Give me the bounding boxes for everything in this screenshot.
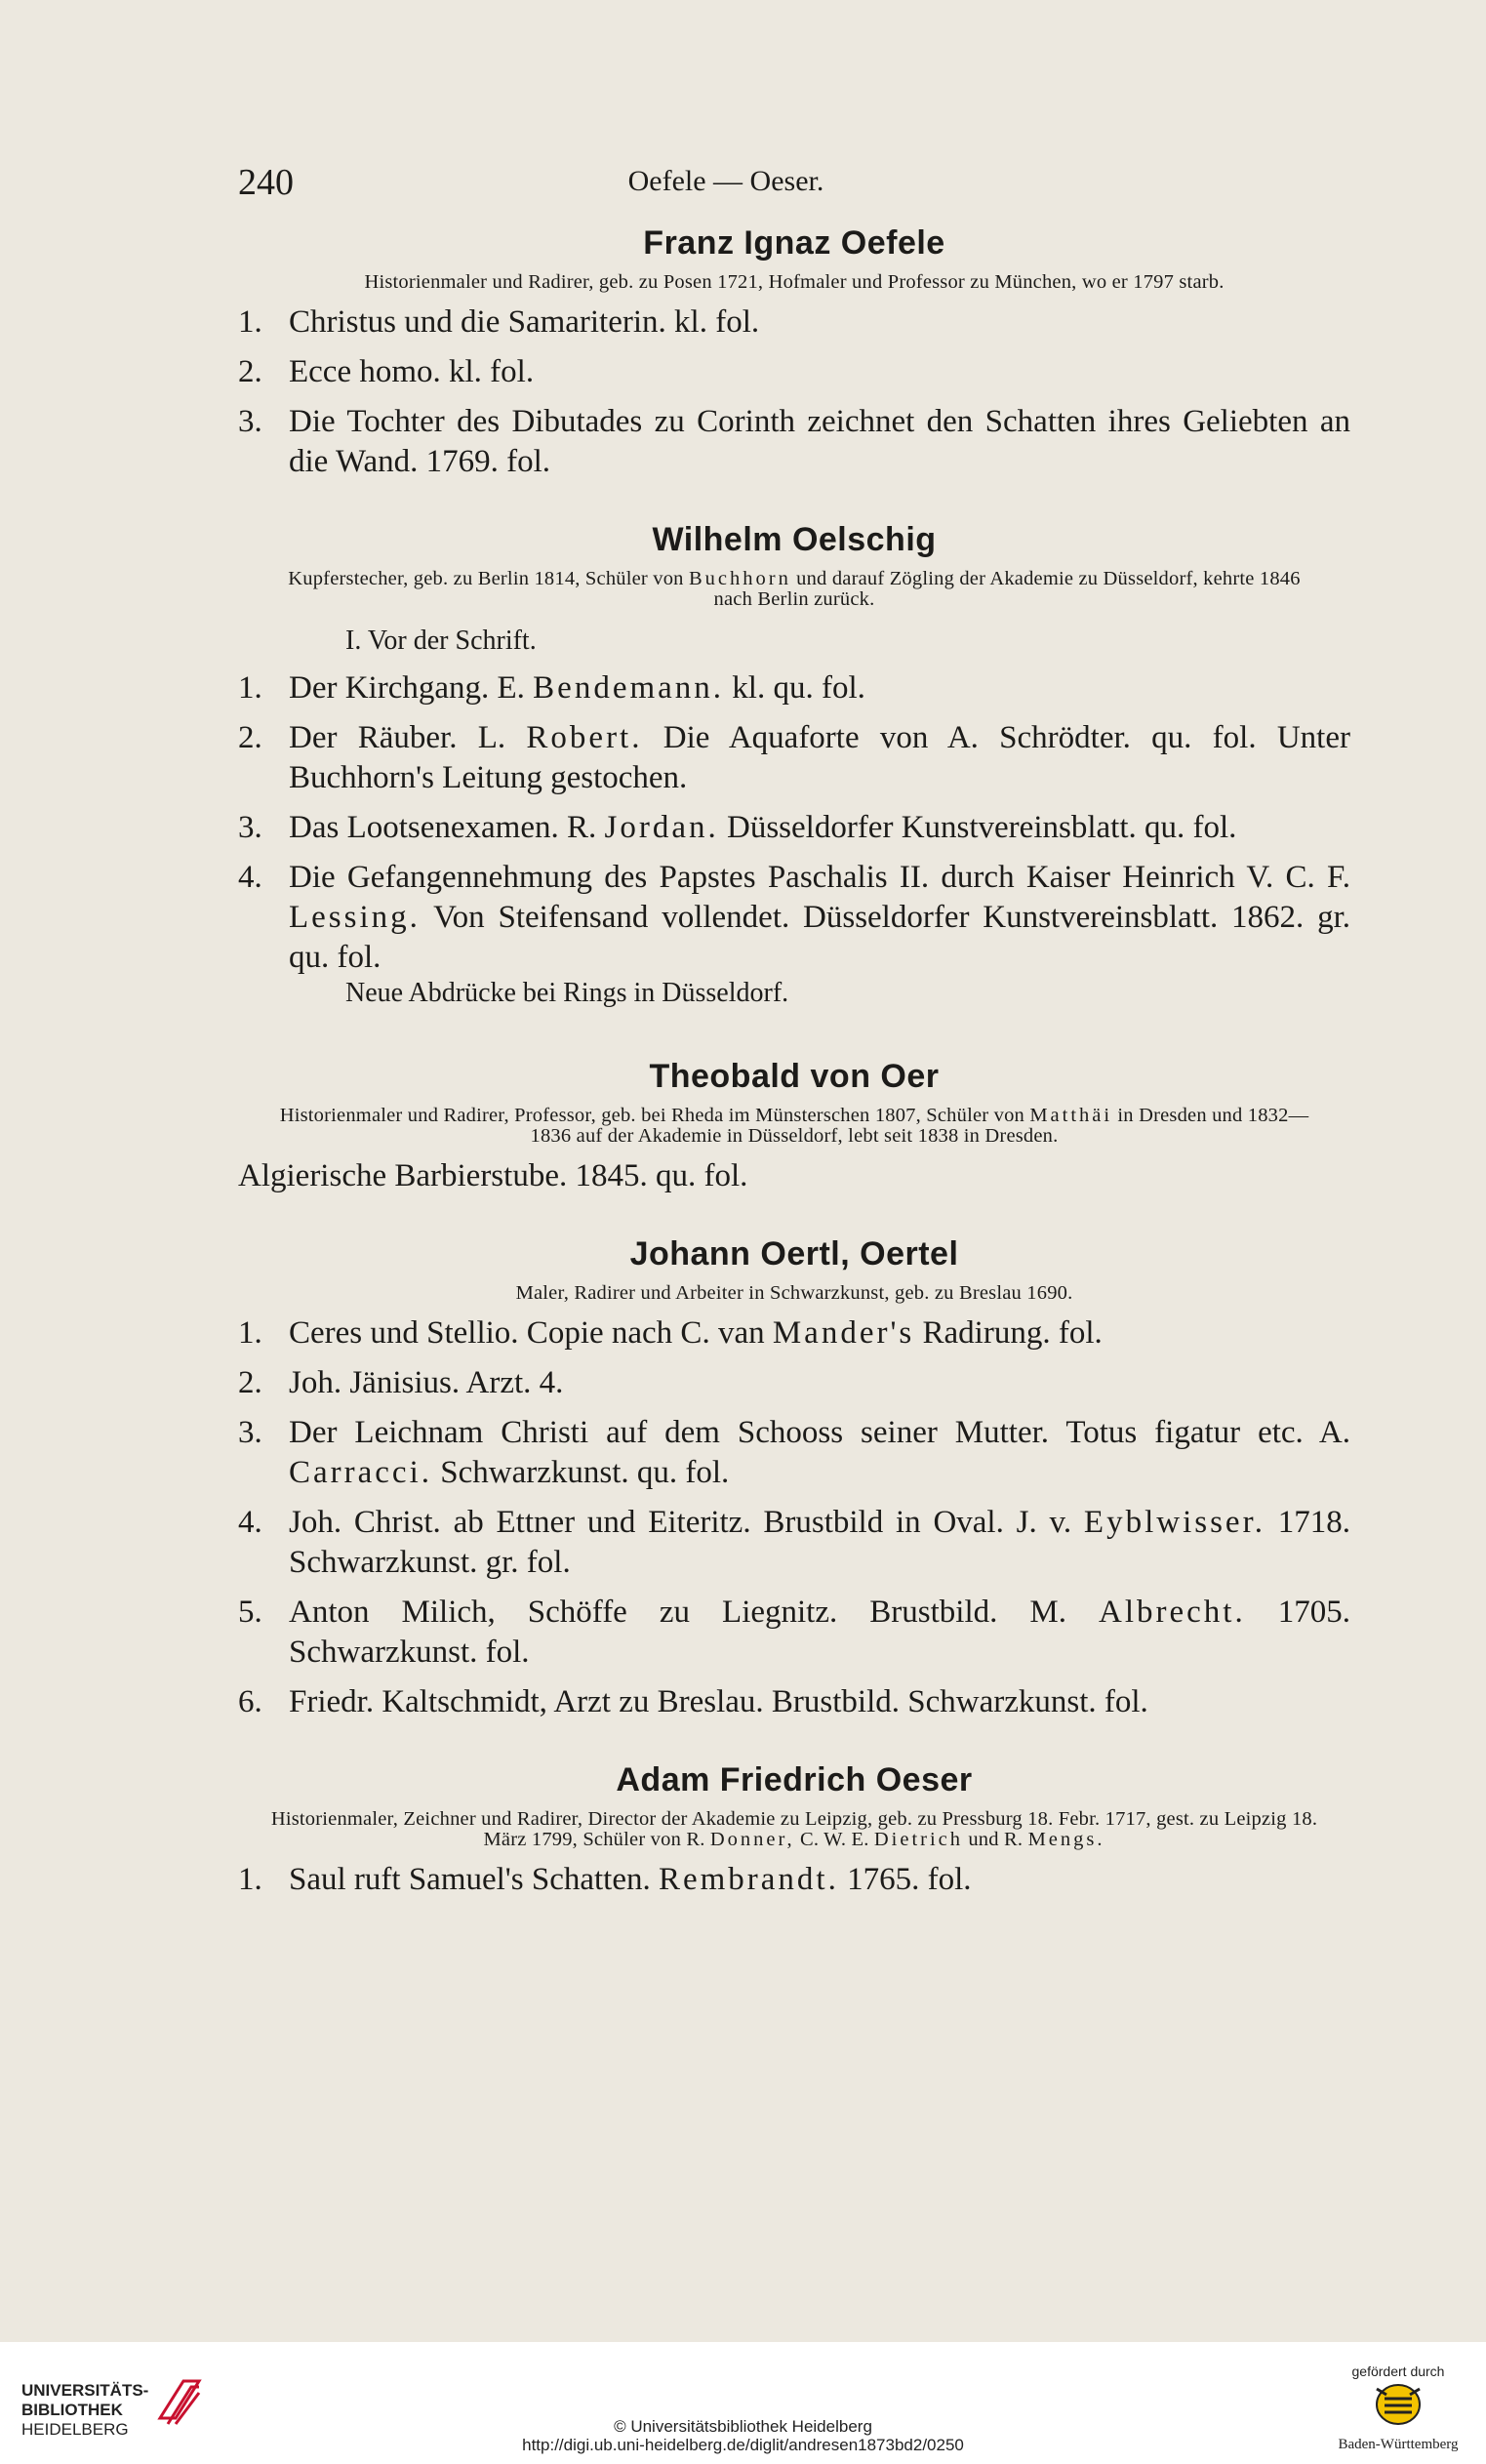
bio-spaced-name: Matthäi [1029,1105,1113,1126]
entry-text: Ecce homo. kl. fol. [289,354,535,389]
page-body [238,224,1350,1900]
entry-text: 1718. Schwarzkunst. gr. fol. [289,1505,1351,1580]
entry-spaced-name: Eyblwisser. [1083,1505,1265,1540]
catalogue-entry [238,352,1350,392]
artist-bio [267,1106,1321,1147]
entry-text: Der Leichnam Christi auf dem Schooss seiner Mutter. Totus figatur etc. A. [289,1415,1350,1450]
catalogue-entry [238,1860,1350,1900]
coat-of-arms-icon [1369,2379,1427,2428]
artist-bio [267,1809,1321,1850]
artist-section-oelschig [238,521,1350,1009]
entry-text: Radirung. fol. [922,1315,1103,1351]
entry-spaced-name: Carracci. [289,1455,432,1490]
artist-section-oeser [238,1761,1350,1900]
bio-spaced-name: Dietrich [873,1829,964,1850]
artist-section-oertl [238,1235,1350,1722]
entry-number: 3. [238,810,262,845]
entry-text: Der Räuber. L. [289,720,506,755]
entry-number: 2. [238,354,262,389]
artist-name: Johann Oertl, Oertel [629,1235,959,1272]
artist-name: Wilhelm Oelschig [652,521,937,558]
entry-number: 1. [238,304,262,340]
catalogue-entry [238,1503,1350,1583]
library-name-line: HEIDELBERG [21,2420,129,2439]
state-subheading: I. Vor der Schrift. [345,626,537,656]
entry-number: 2. [238,720,262,755]
entry-number: 4. [238,860,262,895]
artist-bio: Historienmaler und Radirer, geb. zu Posen 1721, Hofmaler und Professor zu München, wo er 1797 starb. [364,271,1225,293]
bio-text: in Dresden und 1832—1836 auf der Akademie in Düsseldorf, lebt seit 1838 in Dresden. [530,1105,1309,1147]
page-number: 240 [238,162,294,203]
catalogue-entry [238,303,1350,343]
entry-spaced-name: Robert. [526,720,643,755]
entry-text: Joh. Christ. ab Ettner und Eiteritz. Brustbild in Oval. J. v. [289,1505,1072,1540]
library-name-line: BIBLIOTHEK [21,2401,123,2419]
running-title: Oefele — Oeser. [627,165,824,197]
entry-text: Die Gefangennehmung des Papstes Paschalis II. durch Kaiser Heinrich V. C. F. [289,860,1350,895]
entry-spaced-name: Rembrandt. [658,1862,839,1897]
entry-text: Die Tochter des Dibutades zu Corinth zeichnet den Schatten ihres Geliebten an die Wand. 1769. fol. [289,404,1350,479]
footer-credits [0,2417,1486,2454]
entry-number: 1. [238,670,262,706]
artist-bio [267,569,1321,610]
entry-spaced-name: Albrecht. [1099,1595,1246,1630]
entry-spaced-name: Jordan. [604,810,719,845]
funding-logo[interactable] [1330,2363,1466,2453]
bio-spaced-name: Buchhorn [688,568,791,589]
entry-text: Schwarzkunst. qu. fol. [440,1455,730,1490]
catalogue-entry [238,718,1350,798]
entry-number: 2. [238,1365,262,1400]
bio-text: und darauf Zögling der Akademie zu Düsseldorf, kehrte 1846 nach Berlin zurück. [713,568,1301,610]
artist-name: Franz Ignaz Oefele [643,224,945,262]
entry-spaced-name: Bendemann. [533,670,725,706]
catalogue-entry [238,1363,1350,1403]
entry-text: Anton Milich, Schöffe zu Liegnitz. Brustbild. M. [289,1595,1066,1630]
entry-text: Saul ruft Samuel's Schatten. [289,1862,651,1897]
bio-spaced-name: Donner, [709,1829,795,1850]
entry-number: 3. [238,1415,262,1450]
catalogue-entry: Algierische Barbierstube. 1845. qu. fol. [238,1158,748,1193]
source-url[interactable]: http://digi.ub.uni-heidelberg.de/diglit/andresen1873bd2/0250 [522,2436,964,2454]
entry-text: Das Lootsenexamen. R. [289,810,597,845]
footer-bar [0,2342,1486,2464]
entry-text: Von Steifensand vollendet. Düsseldorfer Kunstvereinsblatt. 1862. gr. qu. fol. [289,900,1350,975]
bio-spaced-name: Mengs. [1027,1829,1105,1850]
entry-text: Friedr. Kaltschmidt, Arzt zu Breslau. Brustbild. Schwarzkunst. fol. [289,1684,1148,1719]
entry-text: Joh. Jänisius. Arzt. 4. [289,1365,564,1400]
entry-spaced-name: Mander's [772,1315,915,1351]
bio-text: Historienmaler und Radirer, Professor, geb. bei Rheda im Münsterschen 1807, Schüler von [279,1105,1024,1126]
artist-section-oefele [238,224,1350,482]
catalogue-entry [238,1413,1350,1493]
copyright-text: © Universitätsbibliothek Heidelberg [614,2417,872,2436]
artist-name: Theobald von Oer [649,1058,940,1095]
state-name: Baden-Württemberg [1338,2437,1459,2452]
entry-text: Düsseldorfer Kunstvereinsblatt. qu. fol. [727,810,1237,845]
entry-text: Christus und die Samariterin. kl. fol. [289,304,760,340]
bio-text: Historienmaler, Zeichner und Radirer, Director der Akademie zu Leipzig, geb. zu Pressburg 18. Febr. 1717, gest. zu Leipzig 18. März 1799, Schüler von R. [270,1808,1318,1850]
catalogue-entry [238,668,1350,708]
entry-note: Neue Abdrücke bei Rings in Düsseldorf. [345,978,789,1008]
entry-number: 5. [238,1595,262,1630]
catalogue-entry [238,402,1350,482]
entry-number: 4. [238,1505,262,1540]
entry-text: 1705. Schwarzkunst. fol. [289,1595,1350,1670]
entry-number: 1. [238,1315,262,1351]
entry-number: 3. [238,404,262,439]
catalogue-entry [238,808,1350,848]
library-name-line: UNIVERSITÄTS- [21,2381,149,2400]
artist-bio: Maler, Radirer und Arbeiter in Schwarzkunst, geb. zu Breslau 1690. [515,1282,1073,1304]
entry-text: Ceres und Stellio. Copie nach C. van [289,1315,765,1351]
bio-text: C. W. E. [800,1829,869,1850]
catalogue-entry [238,1313,1350,1353]
entry-text: Die Aquaforte von A. Schrödter. qu. fol. Unter Buchhorn's Leitung gestochen. [289,720,1350,795]
entry-text: 1765. fol. [847,1862,972,1897]
entry-number: 1. [238,1862,262,1897]
catalogue-entry [238,1682,1350,1722]
entry-text: Der Kirchgang. E. [289,670,525,706]
bio-text: und R. [968,1829,1024,1850]
entry-spaced-name: Lessing. [289,900,421,935]
artist-name: Adam Friedrich Oeser [616,1761,973,1798]
funded-by-text: gefördert durch [1351,2363,1445,2379]
entry-number: 6. [238,1684,262,1719]
bio-text: Kupferstecher, geb. zu Berlin 1814, Schüler von [288,568,684,589]
catalogue-entry [238,858,1350,978]
artist-section-oer [238,1058,1350,1196]
running-head [238,161,1350,210]
catalogue-entry [238,1593,1350,1673]
entry-text: kl. qu. fol. [732,670,865,706]
